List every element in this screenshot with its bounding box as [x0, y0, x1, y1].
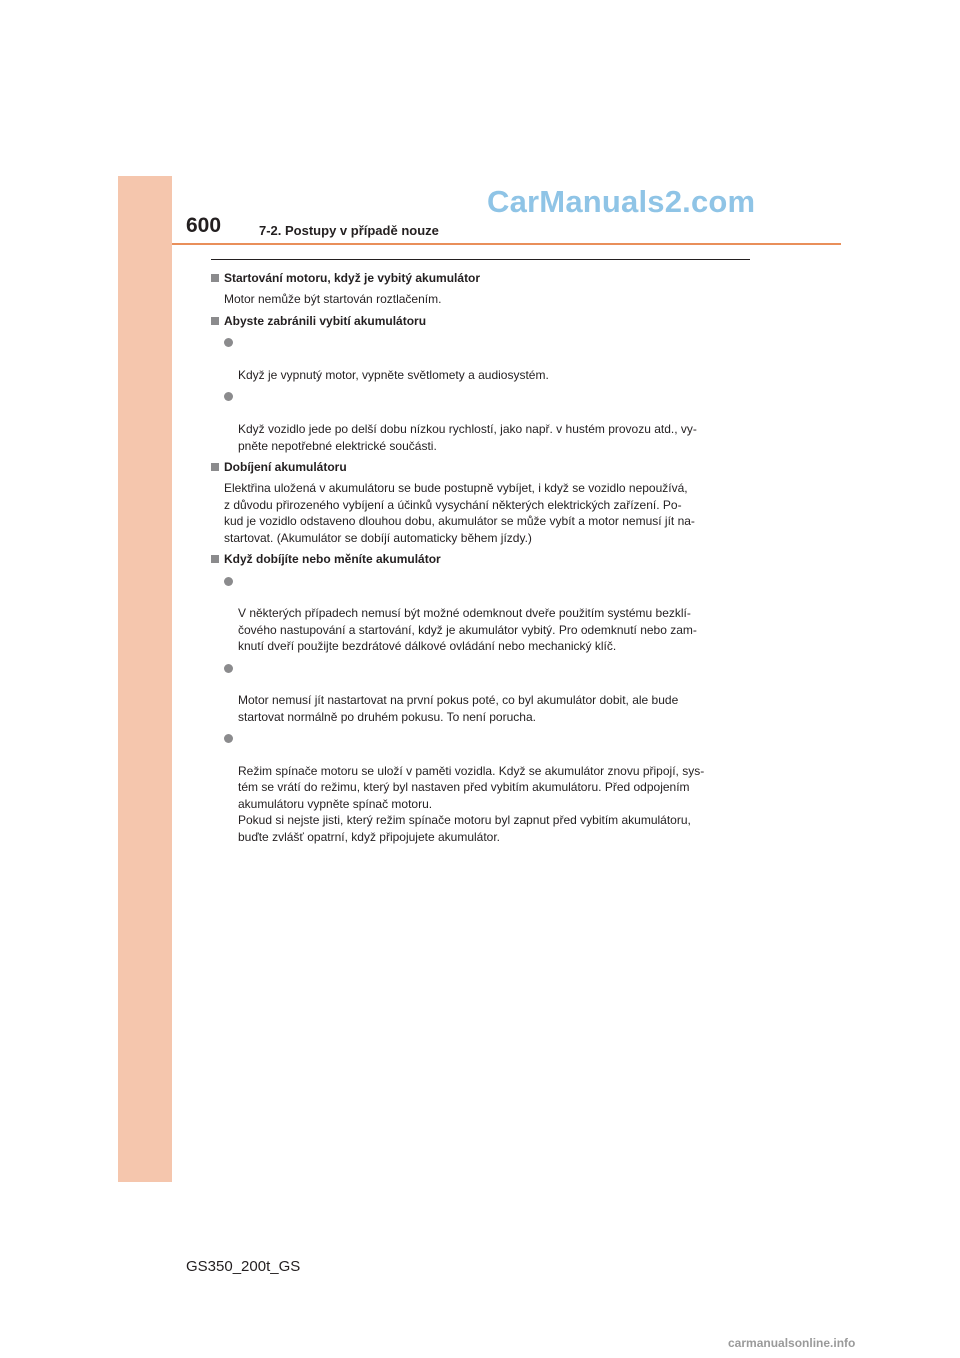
list-item-text: Když je vypnutý motor, vypněte světlomety a audiosystém.	[238, 368, 549, 383]
footer-model-code: GS350_200t_GS	[186, 1258, 301, 1275]
section-heading	[210, 270, 750, 286]
list-item	[210, 334, 750, 383]
list-item	[210, 388, 750, 454]
list-item-text: Když vozidlo jede po delší dobu nízkou rychlostí, jako např. v hustém provozu atd., vy- pněte nepotřebné elektrické součásti.	[238, 422, 697, 453]
section-recharging	[210, 459, 750, 546]
watermark-logo: CarManuals2.com	[487, 184, 756, 219]
paragraph: Motor nemůže být startován roztlačením.	[224, 292, 442, 307]
list-item-text: Motor nemusí jít nastartovat na první pokus poté, co byl akumulátor dobit, ale bude startovat normálně po druhém pokusu. To není porucha.	[238, 693, 679, 724]
list-item	[210, 573, 750, 655]
heading-text: Abyste zabránili vybití akumulátoru	[224, 313, 427, 328]
side-color-band	[118, 176, 172, 1182]
square-bullet-icon	[211, 555, 219, 563]
list-item-text: Režim spínače motoru se uloží v paměti vozidla. Když se akumulátor znovu připojí, sys- tém se vrátí do režimu, který byl nastaven před vybitím akumulátoru. Před odpojením akumulátoru vypněte spínač motoru. Pokud si nejste jisti, který režim spínače motoru byl zapnut před vybitím akumulátoru, buďte zvlášť opatrní, když připojujete akumulátor.	[238, 763, 705, 844]
list-item-text: V některých případech nemusí být možné odemknout dveře použitím systému bezklí- čového nastupování a startování, když je akumulátor vybitý. Pro odemknutí nebo zam- knutí dveří použijte bezdrátové dálkové ovládání nebo mechanický klíč.	[238, 606, 697, 654]
round-bullet-icon	[224, 338, 233, 347]
section-title: 7-2. Postupy v případě nouze	[259, 223, 439, 238]
round-bullet-icon	[224, 577, 233, 586]
round-bullet-icon	[224, 392, 233, 401]
square-bullet-icon	[211, 463, 219, 471]
square-bullet-icon	[211, 317, 219, 325]
section-prevent-discharge	[210, 313, 750, 454]
square-bullet-icon	[211, 274, 219, 282]
section-recharging-replacing	[210, 551, 750, 845]
heading-text: Když dobíjíte nebo měníte akumulátor	[224, 552, 441, 567]
section-heading	[210, 459, 750, 475]
section-start-motor	[210, 270, 750, 308]
footer-site-link[interactable]: carmanualsonline.info	[728, 1336, 856, 1350]
paragraph: Elektřina uložená v akumulátoru se bude postupně vybíjet, i když se vozidlo nepoužívá, z důvodu přirozeného vybíjení a účinků vysychání některých elektrických zařízení. Po- kud je vozidlo odstaveno dlouhou dobu, akumulátor se může vybít a motor nemusí jít na- startovat. (Akumulátor se dobíjí automaticky během jízdy.)	[224, 481, 695, 545]
content-body	[210, 270, 750, 850]
round-bullet-icon	[224, 734, 233, 743]
section-heading	[210, 313, 750, 329]
section-heading	[210, 551, 750, 567]
heading-text: Startování motoru, když je vybitý akumulátor	[224, 271, 481, 285]
header-rule	[172, 243, 841, 245]
heading-text: Dobíjení akumulátoru	[224, 460, 347, 475]
list-item	[210, 730, 750, 845]
list-item	[210, 660, 750, 726]
content-top-rule	[211, 259, 750, 260]
page-number: 600	[186, 214, 222, 237]
round-bullet-icon	[224, 664, 233, 673]
